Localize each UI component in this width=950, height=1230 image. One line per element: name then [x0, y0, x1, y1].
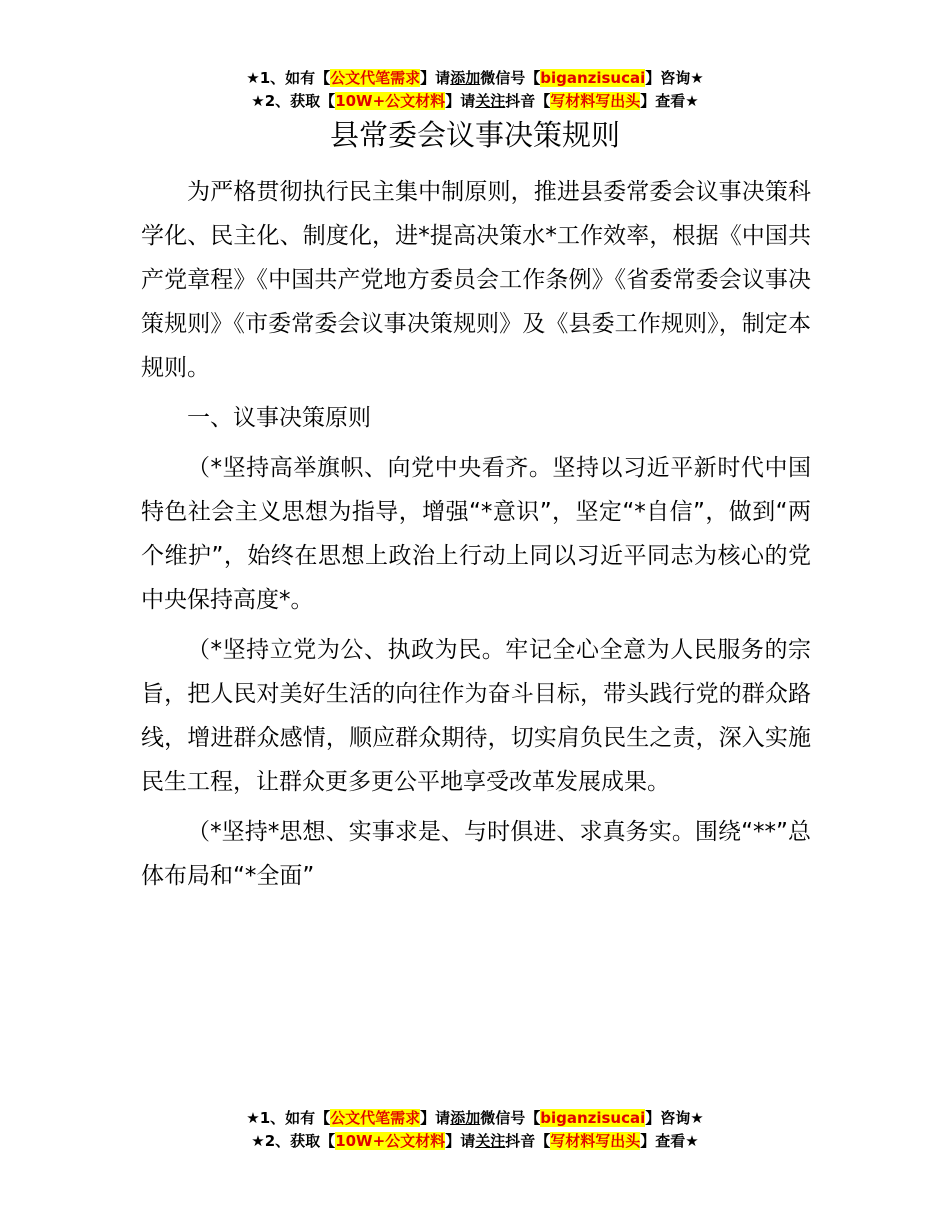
banner-text: 】咨询★: [645, 1109, 704, 1127]
banner-highlight: biganzisucai: [540, 69, 646, 87]
paragraph-principle-3: （*坚持*思想、实事求是、与时俱进、求真务实。围绕“**”总体布局和“*全面”: [141, 819, 811, 889]
banner-text: 抖音【: [505, 92, 551, 110]
banner-highlight: biganzisucai: [540, 1109, 646, 1127]
paragraph-intro: 为严格贯彻执行民主集中制原则，推进县委常委会议事决策科学化、民主化、制度化，进*提高决策水*工作效率，根据《中国共产党章程》《中国共产党地方委员会工作条例》《省委常委会议事决策规则》《市委常委会议事决策规则》及《县委工作规则》，制定本规则。: [141, 179, 811, 381]
banner-text: 】请: [445, 92, 476, 110]
banner-line-1: [0, 67, 950, 90]
banner-text: 微信号【: [480, 1109, 541, 1127]
paragraph-principle-1: （*坚持高举旗帜、向党中央看齐。坚持以习近平新时代中国特色社会主义思想为指导，增强“*意识”，坚定“*自信”，做到“两个维护”，始终在思想上政治上行动上同以习近平同志为核心的党中央保持高度*。: [141, 455, 811, 613]
banner-emphasis: 关注: [475, 1132, 506, 1150]
banner-text: 】查看★: [640, 1132, 699, 1150]
banner-line-1: [0, 1107, 950, 1130]
banner-highlight: 10W+公文材料: [335, 1132, 446, 1150]
banner-text: 抖音【: [505, 1132, 551, 1150]
banner-highlight: 10W+公文材料: [335, 92, 446, 110]
banner-highlight: 写材料写出头: [550, 1132, 641, 1150]
banner-text: ★1、如有【: [246, 1109, 331, 1127]
banner-highlight: 公文代笔需求: [330, 69, 421, 87]
banner-emphasis: 添加: [450, 1109, 481, 1127]
banner-text: 】请: [445, 1132, 476, 1150]
banner-text: 】请: [420, 69, 451, 87]
footer-banner: [0, 1107, 950, 1153]
document-title: 县常委会议事决策规则: [329, 118, 620, 152]
banner-text: ★1、如有【: [246, 69, 331, 87]
banner-line-2: [0, 1130, 950, 1153]
banner-text: 】请: [420, 1109, 451, 1127]
banner-text: ★2、获取【: [251, 92, 336, 110]
header-banner: [0, 67, 950, 113]
banner-highlight: 公文代笔需求: [330, 1109, 421, 1127]
banner-emphasis: 添加: [450, 69, 481, 87]
paragraph-principle-2: （*坚持立党为公、执政为民。牢记全心全意为人民服务的宗旨，把人民对美好生活的向往作为奋斗目标，带头践行党的群众路线，增进群众感情，顺应群众期待，切实肩负民生之责，深入实施民生工程，让群众更多更公平地享受改革发展成果。: [141, 637, 811, 795]
banner-line-2: [0, 90, 950, 113]
banner-text: 】查看★: [640, 92, 699, 110]
document-body: [141, 170, 811, 904]
banner-text: 】咨询★: [645, 69, 704, 87]
banner-text: ★2、获取【: [251, 1132, 336, 1150]
banner-text: 微信号【: [480, 69, 541, 87]
banner-emphasis: 关注: [475, 92, 506, 110]
banner-highlight: 写材料写出头: [550, 92, 641, 110]
section-heading: 一、议事决策原则: [187, 405, 371, 431]
